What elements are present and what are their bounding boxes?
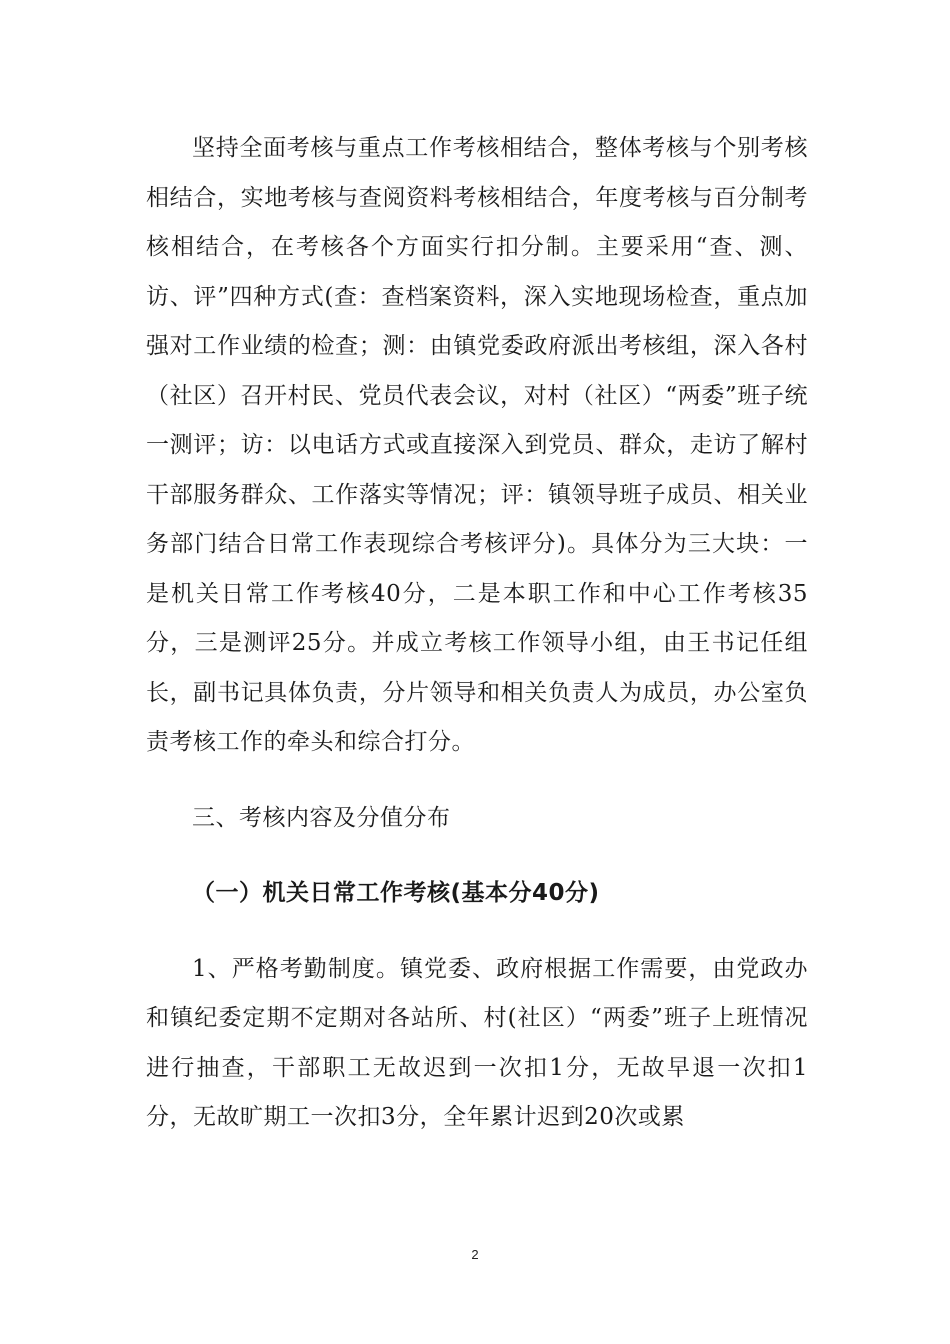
document-body xyxy=(146,124,808,1143)
body-paragraph-assessment-methods: 坚持全面考核与重点工作考核相结合，整体考核与个别考核相结合，实地考核与查阅资料考核相结合，年度考核与百分制考核相结合，在考核各个方面实行扣分制。主要采用“查、测、访、评”四种方式(查：查档案资料，深入实地现场检查，重点加强对工作业绩的检查；测：由镇党委政府派出考核组，深入各村（社区）召开村民、党员代表会议，对村（社区）“两委”班子统一测评；访：以电话方式或直接深入到党员、群众，走访了解村干部服务群众、工作落实等情况；评：镇领导班子成员、相关业务部门结合日常工作表现综合考核评分)。具体分为三大块：一是机关日常工作考核40分，二是本职工作和中心工作考核35分，三是测评25分。并成立考核工作领导小组，由王书记任组长，副书记具体负责，分片领导和相关负责人为成员，办公室负责考核工作的牵头和综合打分。 xyxy=(146,135,808,755)
body-paragraph-attendance: 1、严格考勤制度。镇党委、政府根据工作需要，由党政办和镇纪委定期不定期对各站所、村(社区）“两委”班子上班情况进行抽查，干部职工无故迟到一次扣1分，无故早退一次扣1分，无故旷期工一次扣3分，全年累计迟到20次或累 xyxy=(146,955,808,1130)
section-heading-assessment-content: 三、考核内容及分值分布 xyxy=(192,804,451,831)
subsection-heading-daily-work: （一）机关日常工作考核(基本分40分) xyxy=(192,880,600,906)
page-number: 2 xyxy=(471,1247,479,1262)
